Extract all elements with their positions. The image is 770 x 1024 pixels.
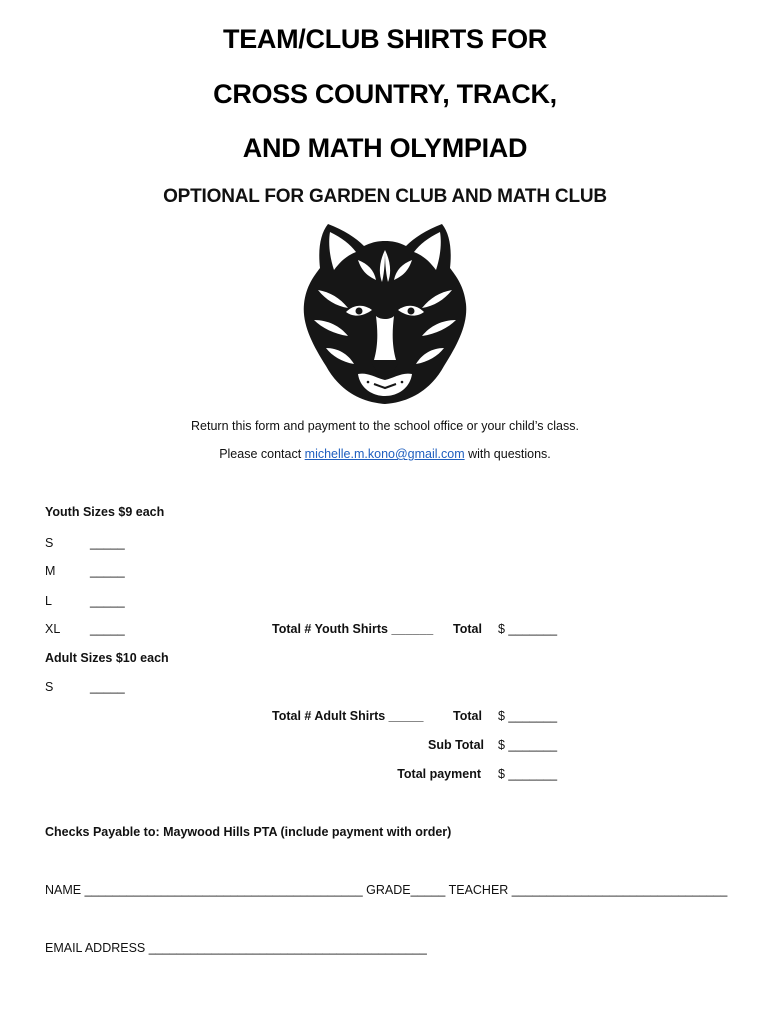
title-line-1: TEAM/CLUB SHIRTS FOR [223,24,547,54]
youth-total-label: Total [453,622,482,636]
youth-size-blank[interactable]: _____ [90,536,125,550]
youth-size-label: XL [45,622,61,636]
adult-size-blank[interactable]: _____ [90,680,125,694]
title-line-3: AND MATH OLYMPIAD [242,133,528,163]
name-grade-teacher-field[interactable]: NAME ________________________________________ GRADE_____ TEACHER _______________________________ [45,883,728,897]
subtotal-amount[interactable]: $ _______ [498,738,558,752]
contact-prefix: Please contact [219,447,305,461]
adult-total-count[interactable]: Total # Adult Shirts _____ [272,709,424,723]
checks-payable-note: Checks Payable to: Maywood Hills PTA (include payment with order) [45,825,452,839]
total-payment-amount[interactable]: $ _______ [498,767,558,781]
adult-size-label: S [45,680,54,694]
adult-total-amount[interactable]: $ _______ [498,709,558,723]
youth-size-label: L [45,594,52,608]
youth-total-count[interactable]: Total # Youth Shirts ______ [272,622,434,636]
youth-size-label: M [45,564,56,578]
total-payment-label: Total payment [397,767,481,781]
youth-heading: Youth Sizes $9 each [45,505,165,519]
contact-line [0,447,770,461]
subtitle: OPTIONAL FOR GARDEN CLUB AND MATH CLUB [163,186,607,207]
youth-size-blank[interactable]: _____ [90,594,125,608]
email-address-field[interactable]: EMAIL ADDRESS ________________________________________ [45,941,427,955]
email-link[interactable]: michelle.m.kono@gmail.com [304,447,465,461]
adult-heading: Adult Sizes $10 each [45,651,169,665]
subtotal-label: Sub Total [427,738,484,752]
tiger-head-icon [298,220,472,408]
contact-suffix: with questions. [464,447,551,461]
youth-total-amount[interactable]: $ _______ [498,622,558,636]
youth-size-label: S [45,536,54,550]
youth-size-blank[interactable]: _____ [90,564,125,578]
title-line-2: CROSS COUNTRY, TRACK, [213,79,557,109]
adult-total-label: Total [453,709,482,723]
return-instructions: Return this form and payment to the school office or your child’s class. [191,419,579,433]
youth-size-blank[interactable]: _____ [90,622,125,636]
